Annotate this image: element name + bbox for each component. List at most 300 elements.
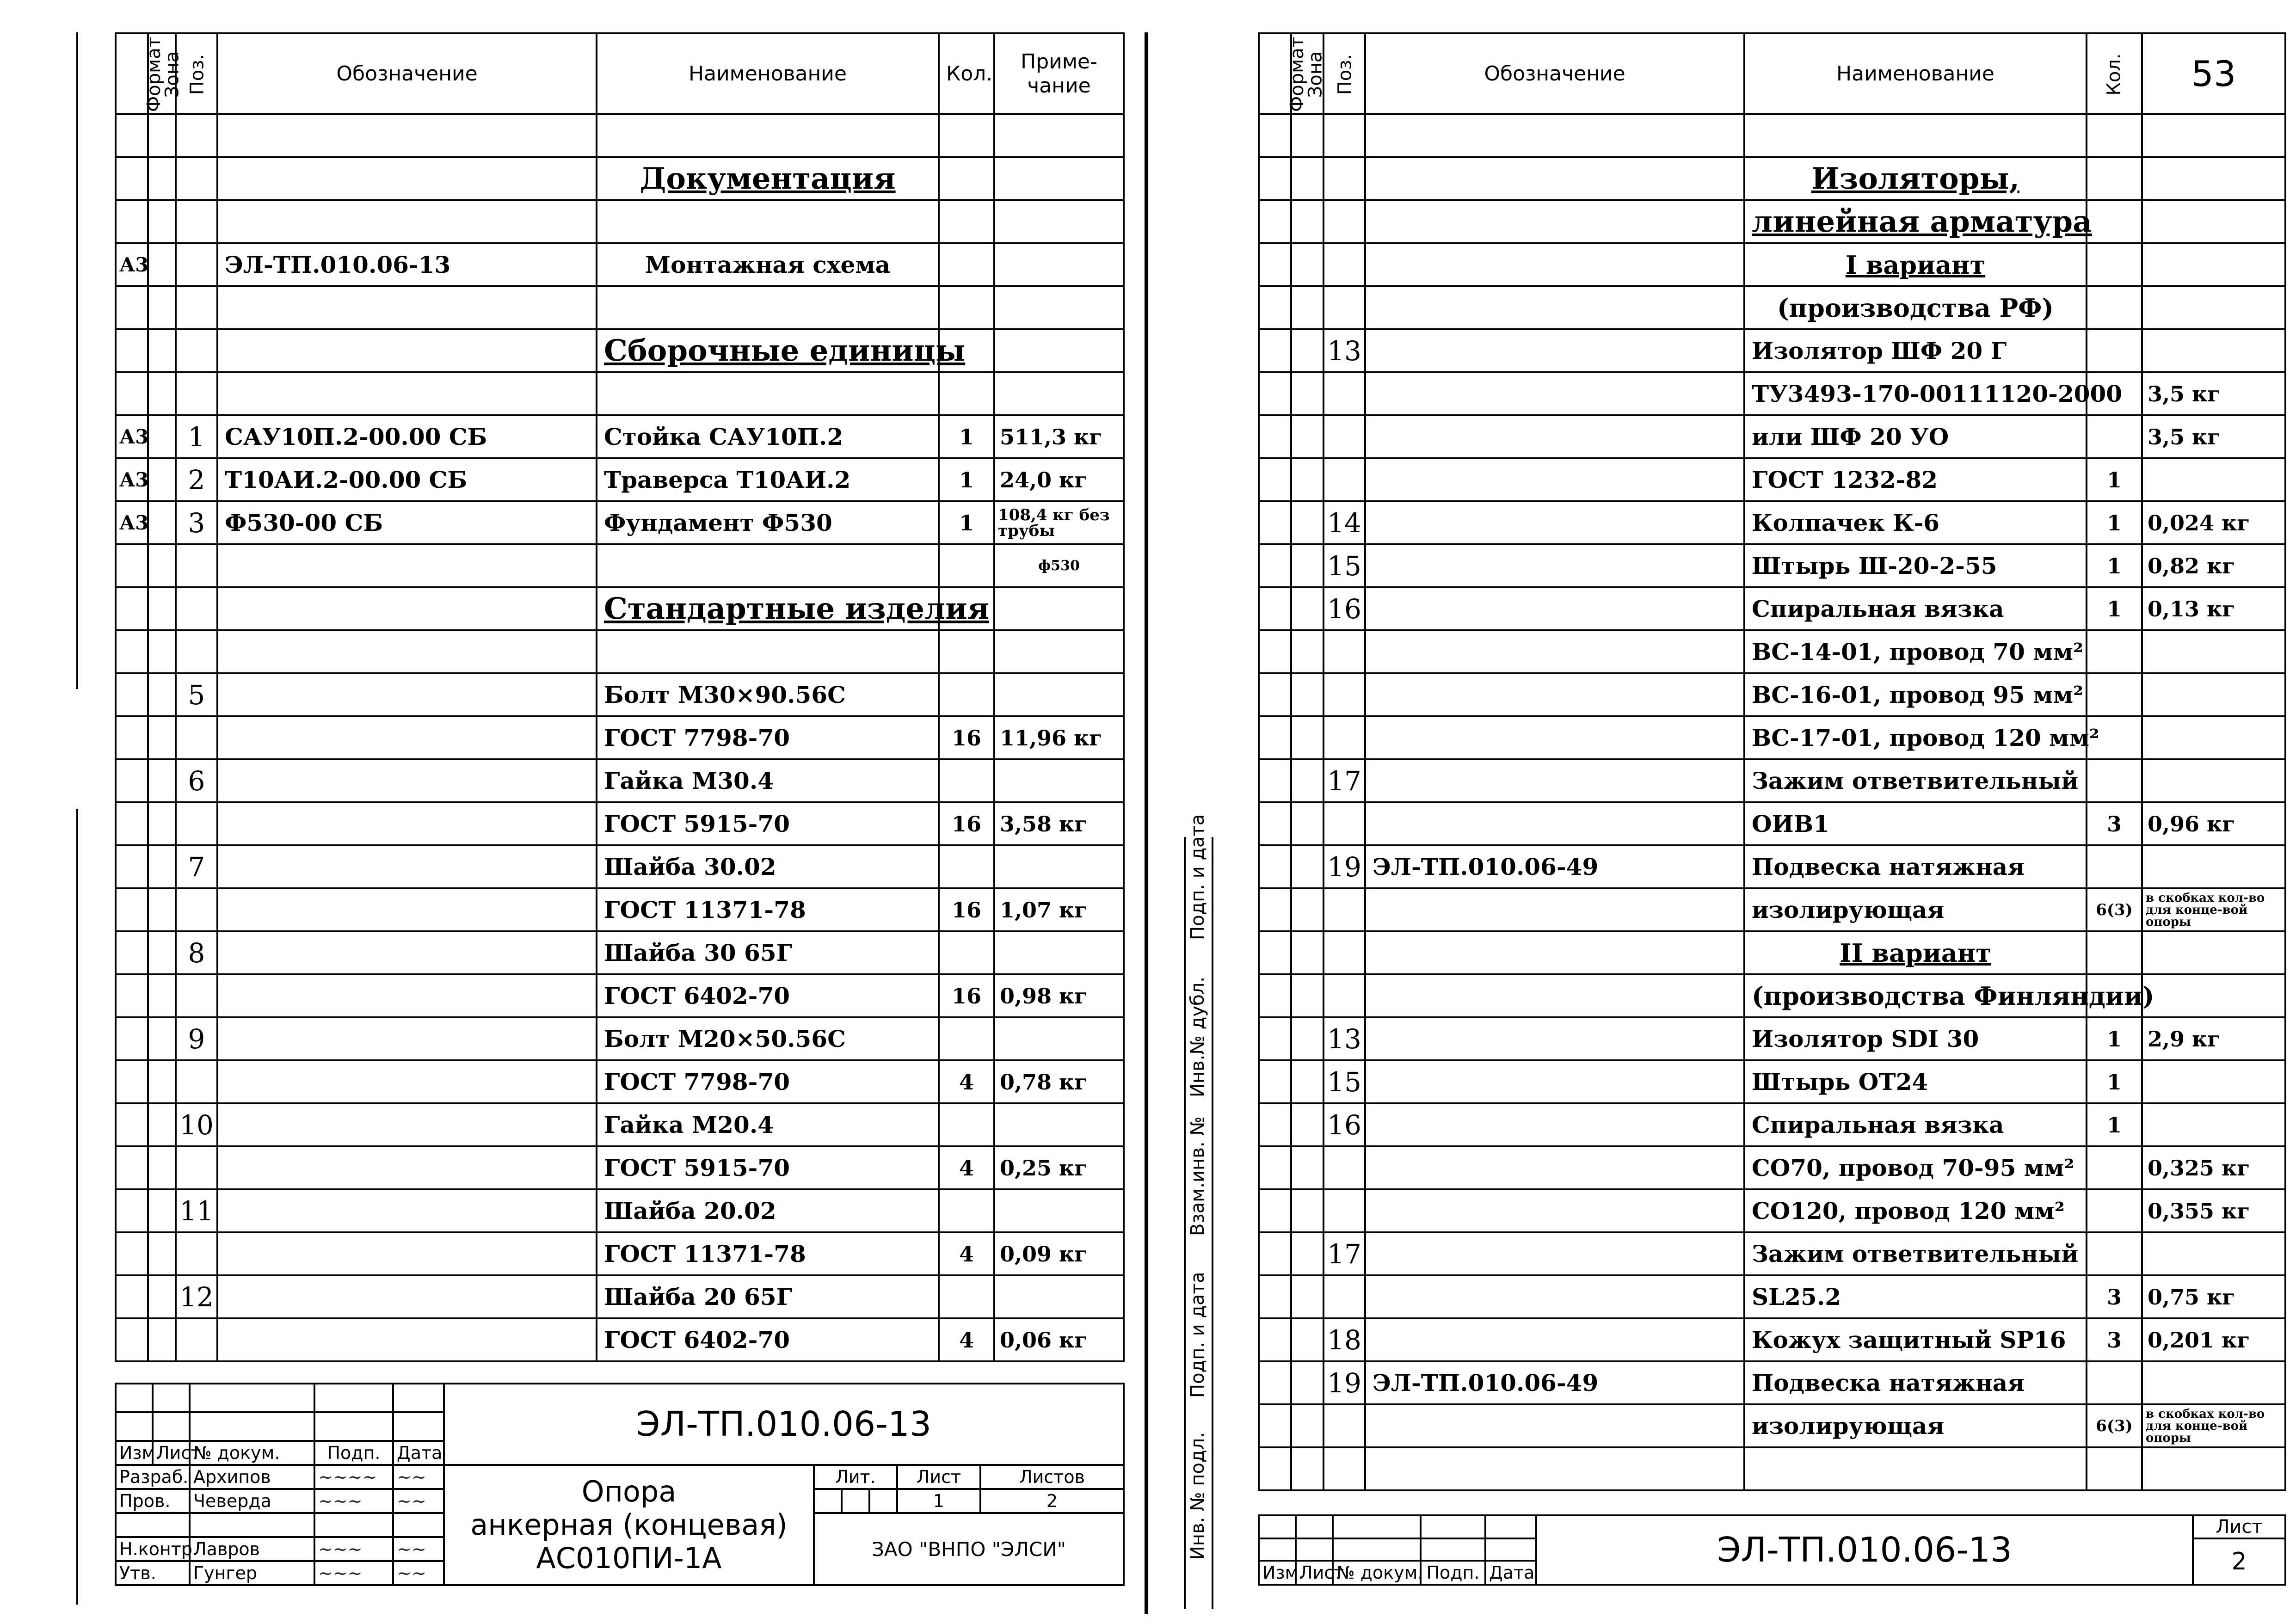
designation-cell [1365,458,1744,501]
zone-cell [1291,1189,1323,1232]
designation-cell: ЭЛ-ТП.010.06-13 [217,243,597,286]
zone-cell [148,501,176,544]
format-cell [1259,716,1291,759]
table-row [1259,1060,2285,1103]
position-cell [176,974,217,1017]
name-cell: (производства Финляндии) [1744,974,2087,1017]
note-cell [994,1103,1124,1146]
qty-cell [939,759,994,802]
format-cell [1259,587,1291,630]
table-row [1259,329,2285,372]
name-cell [597,200,939,243]
date-sign: ~~ [393,1561,444,1585]
position-cell [1323,286,1365,329]
note-cell [994,372,1124,415]
format-cell [1259,845,1291,888]
zone-cell [148,845,176,888]
name-cell: Штырь Ш-20-2-55 [1744,544,2087,587]
col-date: Дата [1485,1561,1536,1585]
date-sign: ~~ [393,1465,444,1489]
zone-cell [1291,1361,1323,1404]
format-cell [1259,114,1291,157]
note-cell: 0,06 кг [994,1318,1124,1361]
position-cell [176,286,217,329]
position-cell [176,329,217,372]
table-row [116,501,1124,544]
qty-cell: 3 [2087,802,2142,845]
note-cell [2142,1103,2285,1146]
format-cell [116,759,148,802]
zone-cell [148,1017,176,1060]
note-cell: 0,13 кг [2142,587,2285,630]
name-cell: ГОСТ 6402-70 [597,974,939,1017]
position-cell [1323,716,1365,759]
note-cell: 3,5 кг [2142,372,2285,415]
name-razrab: Архипов [190,1465,314,1489]
qty-cell [939,1017,994,1060]
designation-cell [217,845,597,888]
note-cell [2142,200,2285,243]
note-cell: 0,25 кг [994,1146,1124,1189]
note-cell [994,845,1124,888]
header-pos: Поз. [1323,33,1365,114]
zone-cell [148,1318,176,1361]
organization: ЗАО "ВНПО "ЭЛСИ" [814,1513,1124,1585]
role-nkontr: Н.контр. [116,1537,190,1561]
designation-cell [217,1232,597,1275]
position-cell [1323,1404,1365,1447]
col-doc: № докум. [190,1441,314,1465]
zone-cell [148,243,176,286]
designation-cell [1365,1146,1744,1189]
header-name: Наименование [597,33,939,114]
designation-cell [1365,1404,1744,1447]
designation-cell [1365,415,1744,458]
name-cell [597,286,939,329]
format-cell [1259,372,1291,415]
designation-cell [217,286,597,329]
position-cell [176,802,217,845]
qty-cell: 1 [939,415,994,458]
designation-cell [1365,157,1744,200]
designation-cell [1365,1103,1744,1146]
note-cell: 108,4 кг без трубы [994,501,1124,544]
signature: ~~~ [314,1561,393,1585]
qty-cell [2087,1146,2142,1189]
position-cell: 17 [1323,759,1365,802]
qty-cell [2087,329,2142,372]
qty-cell: 16 [939,974,994,1017]
zone-cell [1291,1232,1323,1275]
note-cell: 0,96 кг [2142,802,2285,845]
note-cell [994,587,1124,630]
note-cell [2142,630,2285,673]
header-pos: Поз. [176,33,217,114]
table-row [1259,157,2285,200]
side-stamp-label: Инв.№ дубл. [1187,977,1208,1097]
zone-cell [1291,114,1323,157]
zone-cell [148,759,176,802]
table-row [116,1275,1124,1318]
name-cell: Гайка М20.4 [597,1103,939,1146]
format-cell [1259,544,1291,587]
name-cell: ГОСТ 7798-70 [597,1060,939,1103]
name-cell: ТУ3493-170-00111120-2000 [1744,372,2087,415]
col-izm: Изм. [116,1441,153,1465]
designation-cell [217,716,597,759]
table-row [1259,759,2285,802]
qty-cell [939,1189,994,1232]
note-cell [2142,931,2285,974]
zone-cell [148,673,176,716]
note-cell: 0,355 кг [2142,1189,2285,1232]
format-cell: А3 [116,501,148,544]
format-cell [116,1318,148,1361]
qty-cell [939,931,994,974]
format-cell [116,286,148,329]
note-cell [994,329,1124,372]
position-cell: 15 [1323,544,1365,587]
note-cell: 0,82 кг [2142,544,2285,587]
header-zone: Зона [148,33,176,114]
name-cell: Спиральная вязка [1744,1103,2087,1146]
qty-cell [939,845,994,888]
table-row [116,415,1124,458]
table-row [1259,501,2285,544]
name-cell: ВС-14-01, провод 70 мм² [1744,630,2087,673]
name-cell: Гайка М30.4 [597,759,939,802]
qty-cell: 1 [939,501,994,544]
header-designation: Обозначение [1365,33,1744,114]
position-cell: 5 [176,673,217,716]
zone-cell [1291,1318,1323,1361]
table-row [1259,1361,2285,1404]
qty-cell [2087,845,2142,888]
format-cell [116,329,148,372]
table-row [116,587,1124,630]
zone-cell [148,888,176,931]
position-cell [1323,415,1365,458]
qty-cell: 1 [2087,1017,2142,1060]
position-cell: 1 [176,415,217,458]
position-cell [176,200,217,243]
note-cell [994,759,1124,802]
qty-cell: 1 [2087,1060,2142,1103]
designation-cell [1365,1275,1744,1318]
position-cell [176,114,217,157]
lit-label: Лит. [814,1465,897,1489]
position-cell [1323,630,1365,673]
qty-cell [2087,673,2142,716]
zone-cell [148,587,176,630]
format-cell [116,1060,148,1103]
side-strip-line [1212,837,1213,1609]
note-cell [2142,329,2285,372]
zone-cell [148,200,176,243]
title-block-2 [1258,1514,2286,1586]
format-cell [1259,630,1291,673]
zone-cell [148,630,176,673]
format-cell [116,931,148,974]
position-cell: 13 [1323,1017,1365,1060]
name-cell: Документация [597,157,939,200]
name-cell: Траверса Т10АИ.2 [597,458,939,501]
note-cell: 0,325 кг [2142,1146,2285,1189]
name-cell: ОИВ1 [1744,802,2087,845]
designation-cell [1365,243,1744,286]
table-row [116,200,1124,243]
position-cell [1323,114,1365,157]
list-value: 1 [897,1489,980,1513]
col-izm: Изм. [1259,1561,1296,1585]
sheet-1 [0,0,1142,1624]
table-row [1259,1103,2285,1146]
name-nkontr: Лавров [190,1537,314,1561]
binding-strip-line [76,32,78,689]
zone-cell [1291,501,1323,544]
position-cell [176,372,217,415]
table-row [1259,630,2285,673]
binding-strip-line [76,809,78,1605]
col-doc: № докум. [1333,1561,1421,1585]
note-cell [994,243,1124,286]
table-row [116,1103,1124,1146]
name-cell: изолирующая [1744,1404,2087,1447]
name-cell [597,630,939,673]
side-stamp-label: Взам.инв. № [1187,1116,1208,1236]
side-stamp-label: Подп. и дата [1187,1272,1208,1398]
zone-cell [148,974,176,1017]
name-prov: Чеверда [190,1489,314,1513]
zone-cell [1291,372,1323,415]
designation-cell [217,888,597,931]
note-cell: в скобках кол-во для конце-вой опоры [2142,888,2285,931]
table-header [116,33,1124,114]
name-cell: Зажим ответвительный [1744,1232,2087,1275]
name-cell: (производства РФ) [1744,286,2087,329]
designation-cell: САУ10П.2-00.00 СБ [217,415,597,458]
qty-cell: 16 [939,888,994,931]
zone-cell [148,286,176,329]
position-cell: 8 [176,931,217,974]
position-cell [1323,1146,1365,1189]
table-row [1259,1404,2285,1447]
qty-cell [939,673,994,716]
signature: ~~~ [314,1537,393,1561]
format-cell [1259,415,1291,458]
name-cell: ВС-16-01, провод 95 мм² [1744,673,2087,716]
zone-cell [148,372,176,415]
qty-cell [2087,114,2142,157]
name-cell: Изолятор ШФ 20 Г [1744,329,2087,372]
position-cell: 17 [1323,1232,1365,1275]
table-row [1259,1189,2285,1232]
note-cell [2142,1060,2285,1103]
position-cell [176,544,217,587]
zone-cell [1291,415,1323,458]
note-cell: 0,78 кг [994,1060,1124,1103]
name-cell: ГОСТ 1232-82 [1744,458,2087,501]
table-row [116,372,1124,415]
list-label: Лист [897,1465,980,1489]
col-sign: Подп. [1421,1561,1485,1585]
table-row [116,458,1124,501]
position-cell [176,587,217,630]
designation-cell [217,114,597,157]
format-cell [116,544,148,587]
note-cell: 2,9 кг [2142,1017,2285,1060]
header-qty: Кол. [939,33,994,114]
format-cell [1259,286,1291,329]
format-cell [116,845,148,888]
header-name: Наименование [1744,33,2087,114]
position-cell: 6 [176,759,217,802]
table-row [116,114,1124,157]
position-cell: 18 [1323,1318,1365,1361]
designation-cell [217,802,597,845]
table-row [116,157,1124,200]
format-cell [1259,200,1291,243]
name-cell: Кожух защитный SP16 [1744,1318,2087,1361]
position-cell: 15 [1323,1060,1365,1103]
designation-cell [217,630,597,673]
table-row [1259,931,2285,974]
format-cell [116,974,148,1017]
format-cell [116,1103,148,1146]
name-cell: Монтажная схема [597,243,939,286]
zone-cell [1291,1060,1323,1103]
name-cell [597,114,939,157]
designation-cell [1365,630,1744,673]
note-cell: 1,07 кг [994,888,1124,931]
qty-cell: 1 [2087,587,2142,630]
table-row [116,716,1124,759]
table-row [1259,1447,2285,1490]
table-header [1259,33,2285,114]
designation-cell [217,1017,597,1060]
table-row [1259,1017,2285,1060]
zone-cell [1291,1103,1323,1146]
note-cell [994,157,1124,200]
name-utv: Гунгер [190,1561,314,1585]
format-cell [1259,1017,1291,1060]
table-row [1259,114,2285,157]
qty-cell [939,372,994,415]
zone-cell [1291,544,1323,587]
zone-cell [148,1103,176,1146]
format-cell [1259,1361,1291,1404]
signature: ~~~~ [314,1465,393,1489]
position-cell [1323,888,1365,931]
listov-label: Листов [980,1465,1124,1489]
header-format: Формат [116,33,148,114]
sheet-2 [1184,0,2296,1624]
format-cell [1259,243,1291,286]
name-cell: Подвеска натяжная [1744,1361,2087,1404]
header-format: Формат [1259,33,1291,114]
designation-cell [1365,1189,1744,1232]
qty-cell [939,544,994,587]
note-cell: 0,201 кг [2142,1318,2285,1361]
qty-cell [2087,1232,2142,1275]
designation-cell [1365,114,1744,157]
name-cell: ГОСТ 11371-78 [597,888,939,931]
format-cell [1259,1103,1291,1146]
zone-cell [1291,1275,1323,1318]
note-cell [2142,1447,2285,1490]
format-cell [116,1275,148,1318]
qty-cell [939,243,994,286]
format-cell [1259,759,1291,802]
table-row [1259,673,2285,716]
table-row [1259,1232,2285,1275]
position-cell [1323,931,1365,974]
note-cell [2142,1232,2285,1275]
designation-cell [1365,802,1744,845]
specification-table-2 [1258,32,2286,1491]
side-stamp-label: Инв. № подл. [1187,1432,1208,1560]
table-row [1259,1318,2285,1361]
zone-cell [1291,888,1323,931]
format-cell [116,802,148,845]
name-cell: Болт М30×90.56С [597,673,939,716]
name-cell: ГОСТ 6402-70 [597,1318,939,1361]
format-cell [116,114,148,157]
position-cell [1323,673,1365,716]
table-row [116,673,1124,716]
qty-cell: 1 [939,458,994,501]
zone-cell [148,544,176,587]
designation-cell [1365,372,1744,415]
qty-cell: 6(3) [2087,1404,2142,1447]
table-row [1259,1146,2285,1189]
note-cell [994,1189,1124,1232]
format-cell [1259,1060,1291,1103]
zone-cell [1291,716,1323,759]
position-cell: 9 [176,1017,217,1060]
qty-cell [939,1275,994,1318]
format-cell [116,372,148,415]
header-designation: Обозначение [217,33,597,114]
zone-cell [1291,1404,1323,1447]
table-row [116,1318,1124,1361]
document-code: ЭЛ-ТП.010.06-13 [444,1384,1124,1465]
zone-cell [148,802,176,845]
designation-cell [1365,501,1744,544]
header-note: Приме- чание [994,33,1124,114]
note-cell [994,1275,1124,1318]
note-cell: 511,3 кг [994,415,1124,458]
designation-cell [217,1146,597,1189]
designation-cell [217,759,597,802]
col-list: Лист [153,1441,190,1465]
designation-cell [1365,329,1744,372]
qty-cell [2087,157,2142,200]
zone-cell [1291,1146,1323,1189]
table-row [116,1060,1124,1103]
table-row [1259,1275,2285,1318]
name-cell: или ШФ 20 УО [1744,415,2087,458]
name-cell: Стойка САУ10П.2 [597,415,939,458]
note-cell [2142,243,2285,286]
note-cell: 24,0 кг [994,458,1124,501]
name-cell: II вариант [1744,931,2087,974]
designation-cell [217,1060,597,1103]
note-cell [2142,286,2285,329]
format-cell [1259,1404,1291,1447]
zone-cell [1291,759,1323,802]
col-date: Дата [393,1441,444,1465]
